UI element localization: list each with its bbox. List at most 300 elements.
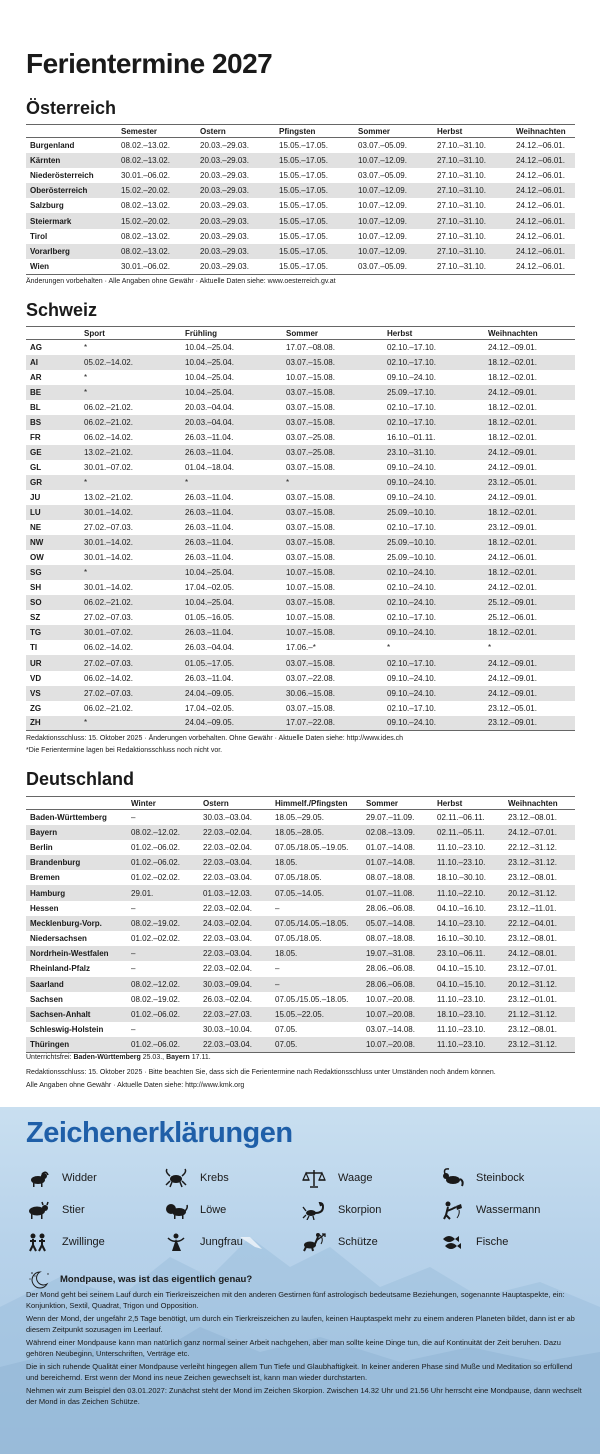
table-cell: 06.02.–21.02. [80, 415, 181, 430]
table-row [26, 168, 575, 183]
switzerland-title: Schweiz [26, 300, 98, 320]
aquarius-icon [440, 1200, 464, 1220]
table-cell: 22.03.–02.04. [199, 840, 271, 855]
table-cell: 04.10.–15.10. [433, 977, 504, 992]
table-cell: 07.05./15.05.–18.05. [271, 992, 362, 1007]
table-cell: 01.02.–06.02. [127, 840, 199, 855]
row-label: BE [26, 385, 80, 400]
table-cell: 22.03.–27.03. [199, 1007, 271, 1022]
table-cell: 06.02.–14.02. [80, 640, 181, 655]
table-cell: 09.10.–24.10. [383, 370, 484, 385]
table-cell: 25.12.–06.01. [484, 610, 575, 625]
table-cell: 30.01.–06.02. [117, 259, 196, 274]
row-label: Mecklenburg-Vorp. [26, 916, 127, 931]
table-cell: 10.07.–12.09. [354, 213, 433, 228]
table-cell: 08.02.–12.02. [127, 977, 199, 992]
table-row [26, 213, 575, 228]
table-row [26, 153, 575, 168]
table-cell: 24.12.–06.01. [512, 153, 575, 168]
table-cell: 23.12.–05.01. [484, 475, 575, 490]
table-cell: 22.03.–03.04. [199, 870, 271, 885]
table-cell: 24.04.–09.05. [181, 686, 282, 701]
table-row [26, 961, 575, 976]
table-cell: 03.07.–15.08. [282, 355, 383, 370]
table-cell: 02.10.–17.10. [383, 415, 484, 430]
table-cell: 08.02.–13.02. [117, 153, 196, 168]
row-label: ZH [26, 716, 80, 731]
legend-item [440, 1199, 540, 1221]
table-cell: – [271, 901, 362, 916]
table-cell: 09.10.–24.10. [383, 490, 484, 505]
row-label: FR [26, 430, 80, 445]
table-cell: 25.09.–10.10. [383, 550, 484, 565]
row-label: Tirol [26, 229, 117, 244]
table-row [26, 625, 575, 640]
table-cell: 03.07.–05.09. [354, 138, 433, 153]
moon-stars-icon [26, 1269, 52, 1289]
fish-icon [440, 1232, 464, 1252]
table-cell: 18.12.–02.01. [484, 355, 575, 370]
table-cell: 21.12.–31.12. [504, 1007, 575, 1022]
table-cell: 10.07.–20.08. [362, 992, 433, 1007]
row-label: Vorarlberg [26, 244, 117, 259]
table-row [26, 1007, 575, 1022]
table-cell: * [282, 475, 383, 490]
table-cell: 09.10.–24.10. [383, 460, 484, 475]
legend-label: Skorpion [338, 1204, 382, 1216]
legend-label: Steinbock [476, 1172, 525, 1184]
legend-item [164, 1199, 226, 1221]
row-label: TG [26, 625, 80, 640]
virgo-icon [164, 1232, 188, 1252]
table-cell: 20.03.–29.03. [196, 198, 275, 213]
table-cell: 03.07.–15.08. [282, 520, 383, 535]
legend-label: Löwe [200, 1204, 227, 1216]
table-cell: 08.02.–12.02. [127, 825, 199, 840]
row-label: Steiermark [26, 213, 117, 228]
table-cell: 24.12.–09.01. [484, 460, 575, 475]
table-cell: 17.04.–02.05. [181, 580, 282, 595]
table-cell: 20.12.–31.12. [504, 885, 575, 900]
table-cell: 06.02.–21.02. [80, 701, 181, 716]
table-cell: 11.10.–23.10. [433, 855, 504, 870]
column-header: Herbst [383, 327, 484, 340]
austria-note: Änderungen vorbehalten · Alle Angaben ohne Gewähr · Aktuelle Daten siehe: www.oesterreich.gv.at [26, 278, 336, 285]
table-cell: 30.01.–14.02. [80, 550, 181, 565]
table-cell: 02.08.–13.09. [362, 825, 433, 840]
column-header [26, 797, 127, 810]
table-cell: 02.10.–24.10. [383, 595, 484, 610]
table-cell: 22.03.–03.04. [199, 1037, 271, 1052]
moon-pause-heading [26, 1268, 582, 1290]
table-cell: * [80, 565, 181, 580]
table-cell: 05.07.–14.08. [362, 916, 433, 931]
table-cell: 27.10.–31.10. [433, 213, 512, 228]
table-cell: 23.12.–11.01. [504, 901, 575, 916]
table-cell: 11.10.–23.10. [433, 1037, 504, 1052]
table-cell: 06.02.–14.02. [80, 671, 181, 686]
table-row [26, 916, 575, 931]
moon-paragraph: Nehmen wir zum Beispiel den 03.01.2027: Zunächst steht der Mond im Zeichen Skorpion. Zwischen 14.32 Uhr und 21.56 Uhr herrscht eine Mondpause, dann wechselt der Mond in das Zeichen Schütze. [26, 1386, 582, 1406]
table-cell: 01.02.–06.02. [127, 1037, 199, 1052]
table-cell: 27.02.–07.03. [80, 610, 181, 625]
table-cell: 07.05. [271, 1022, 362, 1037]
germany-note-by-date: 17.11. [191, 1054, 211, 1061]
capricorn-icon [440, 1168, 464, 1188]
row-label: OW [26, 550, 80, 565]
legend-label: Fische [476, 1236, 509, 1248]
table-cell: 02.10.–24.10. [383, 565, 484, 580]
table-row [26, 931, 575, 946]
column-header: Frühling [181, 327, 282, 340]
row-label: Thüringen [26, 1037, 127, 1052]
table-cell: 30.01.–14.02. [80, 505, 181, 520]
row-label: VD [26, 671, 80, 686]
table-cell: 23.12.–31.12. [504, 855, 575, 870]
table-cell: 15.05.–17.05. [275, 138, 354, 153]
row-label: LU [26, 505, 80, 520]
table-cell: * [484, 640, 575, 655]
table-cell: 20.03.–29.03. [196, 213, 275, 228]
table-cell: 05.02.–14.02. [80, 355, 181, 370]
row-label: Oberösterreich [26, 183, 117, 198]
row-label: Bremen [26, 870, 127, 885]
legend-label: Zwillinge [62, 1236, 105, 1248]
table-cell: 15.05.–17.05. [275, 229, 354, 244]
table-cell: 01.02.–02.02. [127, 870, 199, 885]
row-label: Burgenland [26, 138, 117, 153]
table-cell: 01.03.–12.03. [199, 885, 271, 900]
table-cell: 15.05.–17.05. [275, 198, 354, 213]
table-cell: 30.03.–10.04. [199, 1022, 271, 1037]
row-label: BS [26, 415, 80, 430]
table-cell: 17.07.–22.08. [282, 716, 383, 731]
table-row [26, 716, 575, 731]
table-cell: 10.07.–12.09. [354, 183, 433, 198]
table-cell: 23.10.–06.11. [433, 946, 504, 961]
table-cell: 26.03.–11.04. [181, 625, 282, 640]
table-cell: 03.07.–05.09. [354, 259, 433, 274]
table-row [26, 870, 575, 885]
table-row [26, 686, 575, 701]
table-cell: 23.12.–01.01. [504, 992, 575, 1007]
row-label: AR [26, 370, 80, 385]
table-cell: 01.02.–02.02. [127, 931, 199, 946]
table-cell: 03.07.–15.08. [282, 701, 383, 716]
row-label: Rheinland-Pfalz [26, 961, 127, 976]
moon-paragraph: Die in sich ruhende Qualität einer Mondpause verleiht hingegen allem Tun Tiefe und Glaubhaftigkeit. In keiner anderen Phase sind Muße und Meditation so erfüllend und bereichernd. Erst wenn der Mond ins neue Zeichen gewechselt ist, kann man wieder durchstarten. [26, 1362, 573, 1382]
germany-note-prefix: Unterrichtsfrei: [26, 1054, 72, 1061]
row-label: NW [26, 535, 80, 550]
table-cell: 08.02.–13.02. [117, 244, 196, 259]
table-cell: 24.12.–06.01. [512, 198, 575, 213]
table-row [26, 138, 575, 153]
table-cell: 04.10.–16.10. [433, 901, 504, 916]
table-cell: 15.02.–20.02. [117, 213, 196, 228]
table-row [26, 535, 575, 550]
table-cell: 29.07.–11.09. [362, 810, 433, 825]
table-cell: 15.05.–17.05. [275, 153, 354, 168]
page-title: Ferientermine 2027 [26, 48, 273, 79]
table-cell: 24.12.–06.01. [512, 213, 575, 228]
table-cell: 26.03.–04.04. [181, 640, 282, 655]
table-cell: 27.10.–31.10. [433, 229, 512, 244]
table-row [26, 355, 575, 370]
row-label: Baden-Württemberg [26, 810, 127, 825]
table-row [26, 340, 575, 355]
row-label: GL [26, 460, 80, 475]
table-row [26, 259, 575, 274]
table-cell: * [181, 475, 282, 490]
table-cell: 10.07.–15.08. [282, 580, 383, 595]
table-cell: 17.04.–02.05. [181, 701, 282, 716]
table-cell: 04.10.–15.10. [433, 961, 504, 976]
switzerland-table [26, 326, 575, 731]
austria-title: Österreich [26, 98, 117, 118]
row-label: AG [26, 340, 80, 355]
table-cell: 26.03.–11.04. [181, 505, 282, 520]
legend-label: Waage [338, 1172, 373, 1184]
table-cell: 28.06.–06.08. [362, 961, 433, 976]
table-cell: 22.03.–03.04. [199, 855, 271, 870]
table-cell: 07.05./18.05.–19.05. [271, 840, 362, 855]
row-label: Salzburg [26, 198, 117, 213]
row-label: Sachsen-Anhalt [26, 1007, 127, 1022]
table-cell: 30.01.–07.02. [80, 625, 181, 640]
table-cell: 01.02.–06.02. [127, 1007, 199, 1022]
table-cell: 24.12.–06.01. [512, 259, 575, 274]
table-cell: 08.02.–13.02. [117, 198, 196, 213]
legend-label: Schütze [338, 1236, 378, 1248]
table-row [26, 198, 575, 213]
table-cell: 15.02.–20.02. [117, 183, 196, 198]
table-row [26, 490, 575, 505]
table-cell: 20.03.–29.03. [196, 153, 275, 168]
table-cell: 03.07.–22.08. [282, 671, 383, 686]
table-cell: 30.01.–14.02. [80, 535, 181, 550]
moon-paragraph: Während einer Mondpause kann man natürlich ganz normal seiner Arbeit nachgehen, aber man sollte keine Dinge tun, die auf Kontinuität der Zeit beruhen. Dazu gehören Neubeginn, Unterschriften, Verträge etc. [26, 1338, 561, 1358]
row-label: Berlin [26, 840, 127, 855]
moon-pause-title: Mondpause, was ist das eigentlich genau? [60, 1273, 253, 1285]
table-cell: 03.07.–15.08. [282, 535, 383, 550]
table-cell: 24.12.–07.01. [504, 825, 575, 840]
table-row [26, 183, 575, 198]
table-cell: 22.03.–02.04. [199, 825, 271, 840]
germany-note-source: Alle Angaben ohne Gewähr · Aktuelle Daten siehe: http://www.kmk.org [26, 1082, 245, 1089]
table-cell: 22.12.–31.12. [504, 840, 575, 855]
table-cell: 09.10.–24.10. [383, 671, 484, 686]
row-label: SO [26, 595, 80, 610]
table-cell: 13.02.–21.02. [80, 445, 181, 460]
legend-item [164, 1231, 243, 1253]
table-cell: 02.11.–06.11. [433, 810, 504, 825]
table-cell: 24.12.–09.01. [484, 490, 575, 505]
table-cell: 02.11.–05.11. [433, 825, 504, 840]
table-cell: 02.10.–17.10. [383, 355, 484, 370]
table-cell: 13.02.–21.02. [80, 490, 181, 505]
table-header-row [26, 327, 575, 340]
table-cell: 10.07.–15.08. [282, 565, 383, 580]
table-cell: 24.12.–09.01. [484, 445, 575, 460]
table-cell: 18.05.–28.05. [271, 825, 362, 840]
table-cell: 30.01.–14.02. [80, 580, 181, 595]
table-cell: 07.05. [271, 1037, 362, 1052]
table-row [26, 415, 575, 430]
table-cell: 10.04.–25.04. [181, 340, 282, 355]
table-cell: 30.03.–09.04. [199, 977, 271, 992]
table-cell: 20.03.–29.03. [196, 183, 275, 198]
table-cell: 23.12.–05.01. [484, 701, 575, 716]
table-cell: 23.12.–08.01. [504, 931, 575, 946]
table-row [26, 370, 575, 385]
table-row [26, 550, 575, 565]
table-cell: 23.12.–07.01. [504, 961, 575, 976]
column-header: Himmelf./Pfingsten [271, 797, 362, 810]
table-cell: 01.02.–06.02. [127, 855, 199, 870]
table-row [26, 565, 575, 580]
column-header: Weihnachten [504, 797, 575, 810]
archer-icon [302, 1232, 326, 1252]
table-cell: 11.10.–22.10. [433, 885, 504, 900]
germany-note-holidays [26, 1053, 211, 1063]
table-cell: 03.07.–15.08. [282, 460, 383, 475]
row-label: SZ [26, 610, 80, 625]
table-cell: 07.05.–14.05. [271, 885, 362, 900]
table-cell: 08.02.–13.02. [117, 229, 196, 244]
table-row [26, 520, 575, 535]
table-row [26, 1022, 575, 1037]
column-header: Ostern [199, 797, 271, 810]
table-cell: 10.07.–12.09. [354, 244, 433, 259]
column-header: Sommer [362, 797, 433, 810]
table-row [26, 595, 575, 610]
table-cell: 23.12.–08.01. [504, 1022, 575, 1037]
table-cell: 18.12.–02.01. [484, 370, 575, 385]
table-cell: 02.10.–17.10. [383, 400, 484, 415]
legend-title: Zeichenerklärungen [26, 1117, 293, 1149]
table-cell: 11.10.–23.10. [433, 840, 504, 855]
table-cell: 27.10.–31.10. [433, 168, 512, 183]
table-cell: 06.02.–21.02. [80, 400, 181, 415]
table-cell: 24.12.–09.01. [484, 655, 575, 670]
table-cell: 08.02.–13.02. [117, 138, 196, 153]
ram-icon [26, 1168, 50, 1188]
table-cell: 18.12.–02.01. [484, 415, 575, 430]
table-row [26, 229, 575, 244]
table-row [26, 840, 575, 855]
table-cell: 10.07.–15.08. [282, 625, 383, 640]
table-cell: 23.12.–08.01. [504, 810, 575, 825]
twins-icon [26, 1232, 50, 1252]
table-cell: 03.07.–15.08. [282, 505, 383, 520]
column-header [26, 327, 80, 340]
table-cell: 24.12.–09.01. [484, 671, 575, 686]
germany-table [26, 796, 575, 1053]
germany-note-deadline: Redaktionsschluss: 15. Oktober 2025 · Bitte beachten Sie, dass sich die Ferientermine nach Redaktionsschluss unter Umständen noch ändern können. [26, 1069, 496, 1076]
table-cell: 07.05./18.05. [271, 931, 362, 946]
switzerland-note: Redaktionsschluss: 15. Oktober 2025 · Änderungen vorbehalten. Ohne Gewähr · Aktuelle Daten siehe: http://www.ides.ch [26, 735, 404, 742]
scorpion-icon [302, 1200, 326, 1220]
legend-item [440, 1231, 508, 1253]
zodiac-legend [26, 1167, 586, 1257]
column-header: Herbst [433, 125, 512, 138]
table-cell: 25.09.–17.10. [383, 385, 484, 400]
austria-table [26, 124, 575, 275]
table-cell: – [271, 961, 362, 976]
table-cell: 25.09.–10.10. [383, 535, 484, 550]
table-cell: 02.10.–17.10. [383, 340, 484, 355]
table-cell: 10.07.–20.08. [362, 1007, 433, 1022]
table-cell: 24.12.–06.01. [484, 550, 575, 565]
table-cell: 20.03.–29.03. [196, 244, 275, 259]
table-cell: 24.12.–06.01. [512, 168, 575, 183]
table-cell: 30.03.–03.04. [199, 810, 271, 825]
table-cell: * [383, 640, 484, 655]
table-cell: 08.07.–18.08. [362, 931, 433, 946]
table-row [26, 505, 575, 520]
row-label: Schleswig-Holstein [26, 1022, 127, 1037]
table-cell: 26.03.–11.04. [181, 430, 282, 445]
table-cell: 10.04.–25.04. [181, 370, 282, 385]
row-label: NE [26, 520, 80, 535]
row-label: Hamburg [26, 885, 127, 900]
row-label: SH [26, 580, 80, 595]
table-cell: – [271, 977, 362, 992]
table-row [26, 400, 575, 415]
legend-label: Widder [62, 1172, 97, 1184]
table-cell: 14.10.–23.10. [433, 916, 504, 931]
table-cell: 18.10.–23.10. [433, 1007, 504, 1022]
row-label: VS [26, 686, 80, 701]
legend-item [302, 1167, 372, 1189]
column-header: Herbst [433, 797, 504, 810]
table-cell: 07.05./18.05. [271, 870, 362, 885]
table-cell: * [80, 716, 181, 731]
table-header-row [26, 797, 575, 810]
table-cell: 15.05.–17.05. [275, 183, 354, 198]
table-cell: 06.02.–21.02. [80, 595, 181, 610]
table-cell: 20.03.–29.03. [196, 168, 275, 183]
germany-note-bw-date: 25.03., [142, 1054, 165, 1061]
table-cell: 03.07.–15.08. [282, 655, 383, 670]
table-cell: 30.06.–15.08. [282, 686, 383, 701]
table-cell: 18.12.–02.01. [484, 565, 575, 580]
table-cell: 01.07.–14.08. [362, 840, 433, 855]
table-row [26, 580, 575, 595]
row-label: Bayern [26, 825, 127, 840]
germany-title: Deutschland [26, 769, 135, 789]
table-cell: 01.05.–16.05. [181, 610, 282, 625]
table-cell: 08.02.–19.02. [127, 916, 199, 931]
table-cell: 10.04.–25.04. [181, 385, 282, 400]
column-header: Winter [127, 797, 199, 810]
table-cell: 26.03.–11.04. [181, 520, 282, 535]
legend-item [440, 1167, 524, 1189]
bull-icon [26, 1200, 50, 1220]
table-cell: 09.10.–24.10. [383, 475, 484, 490]
crab-icon [164, 1168, 188, 1188]
table-cell: 24.12.–06.01. [512, 244, 575, 259]
table-cell: 17.06.–* [282, 640, 383, 655]
table-cell: 10.07.–12.09. [354, 198, 433, 213]
table-cell: 11.10.–23.10. [433, 1022, 504, 1037]
table-cell: 23.12.–09.01. [484, 520, 575, 535]
row-label: AI [26, 355, 80, 370]
legend-label: Krebs [200, 1172, 229, 1184]
table-cell: 25.12.–09.01. [484, 595, 575, 610]
table-cell: 20.03.–04.04. [181, 400, 282, 415]
table-cell: 09.10.–24.10. [383, 625, 484, 640]
